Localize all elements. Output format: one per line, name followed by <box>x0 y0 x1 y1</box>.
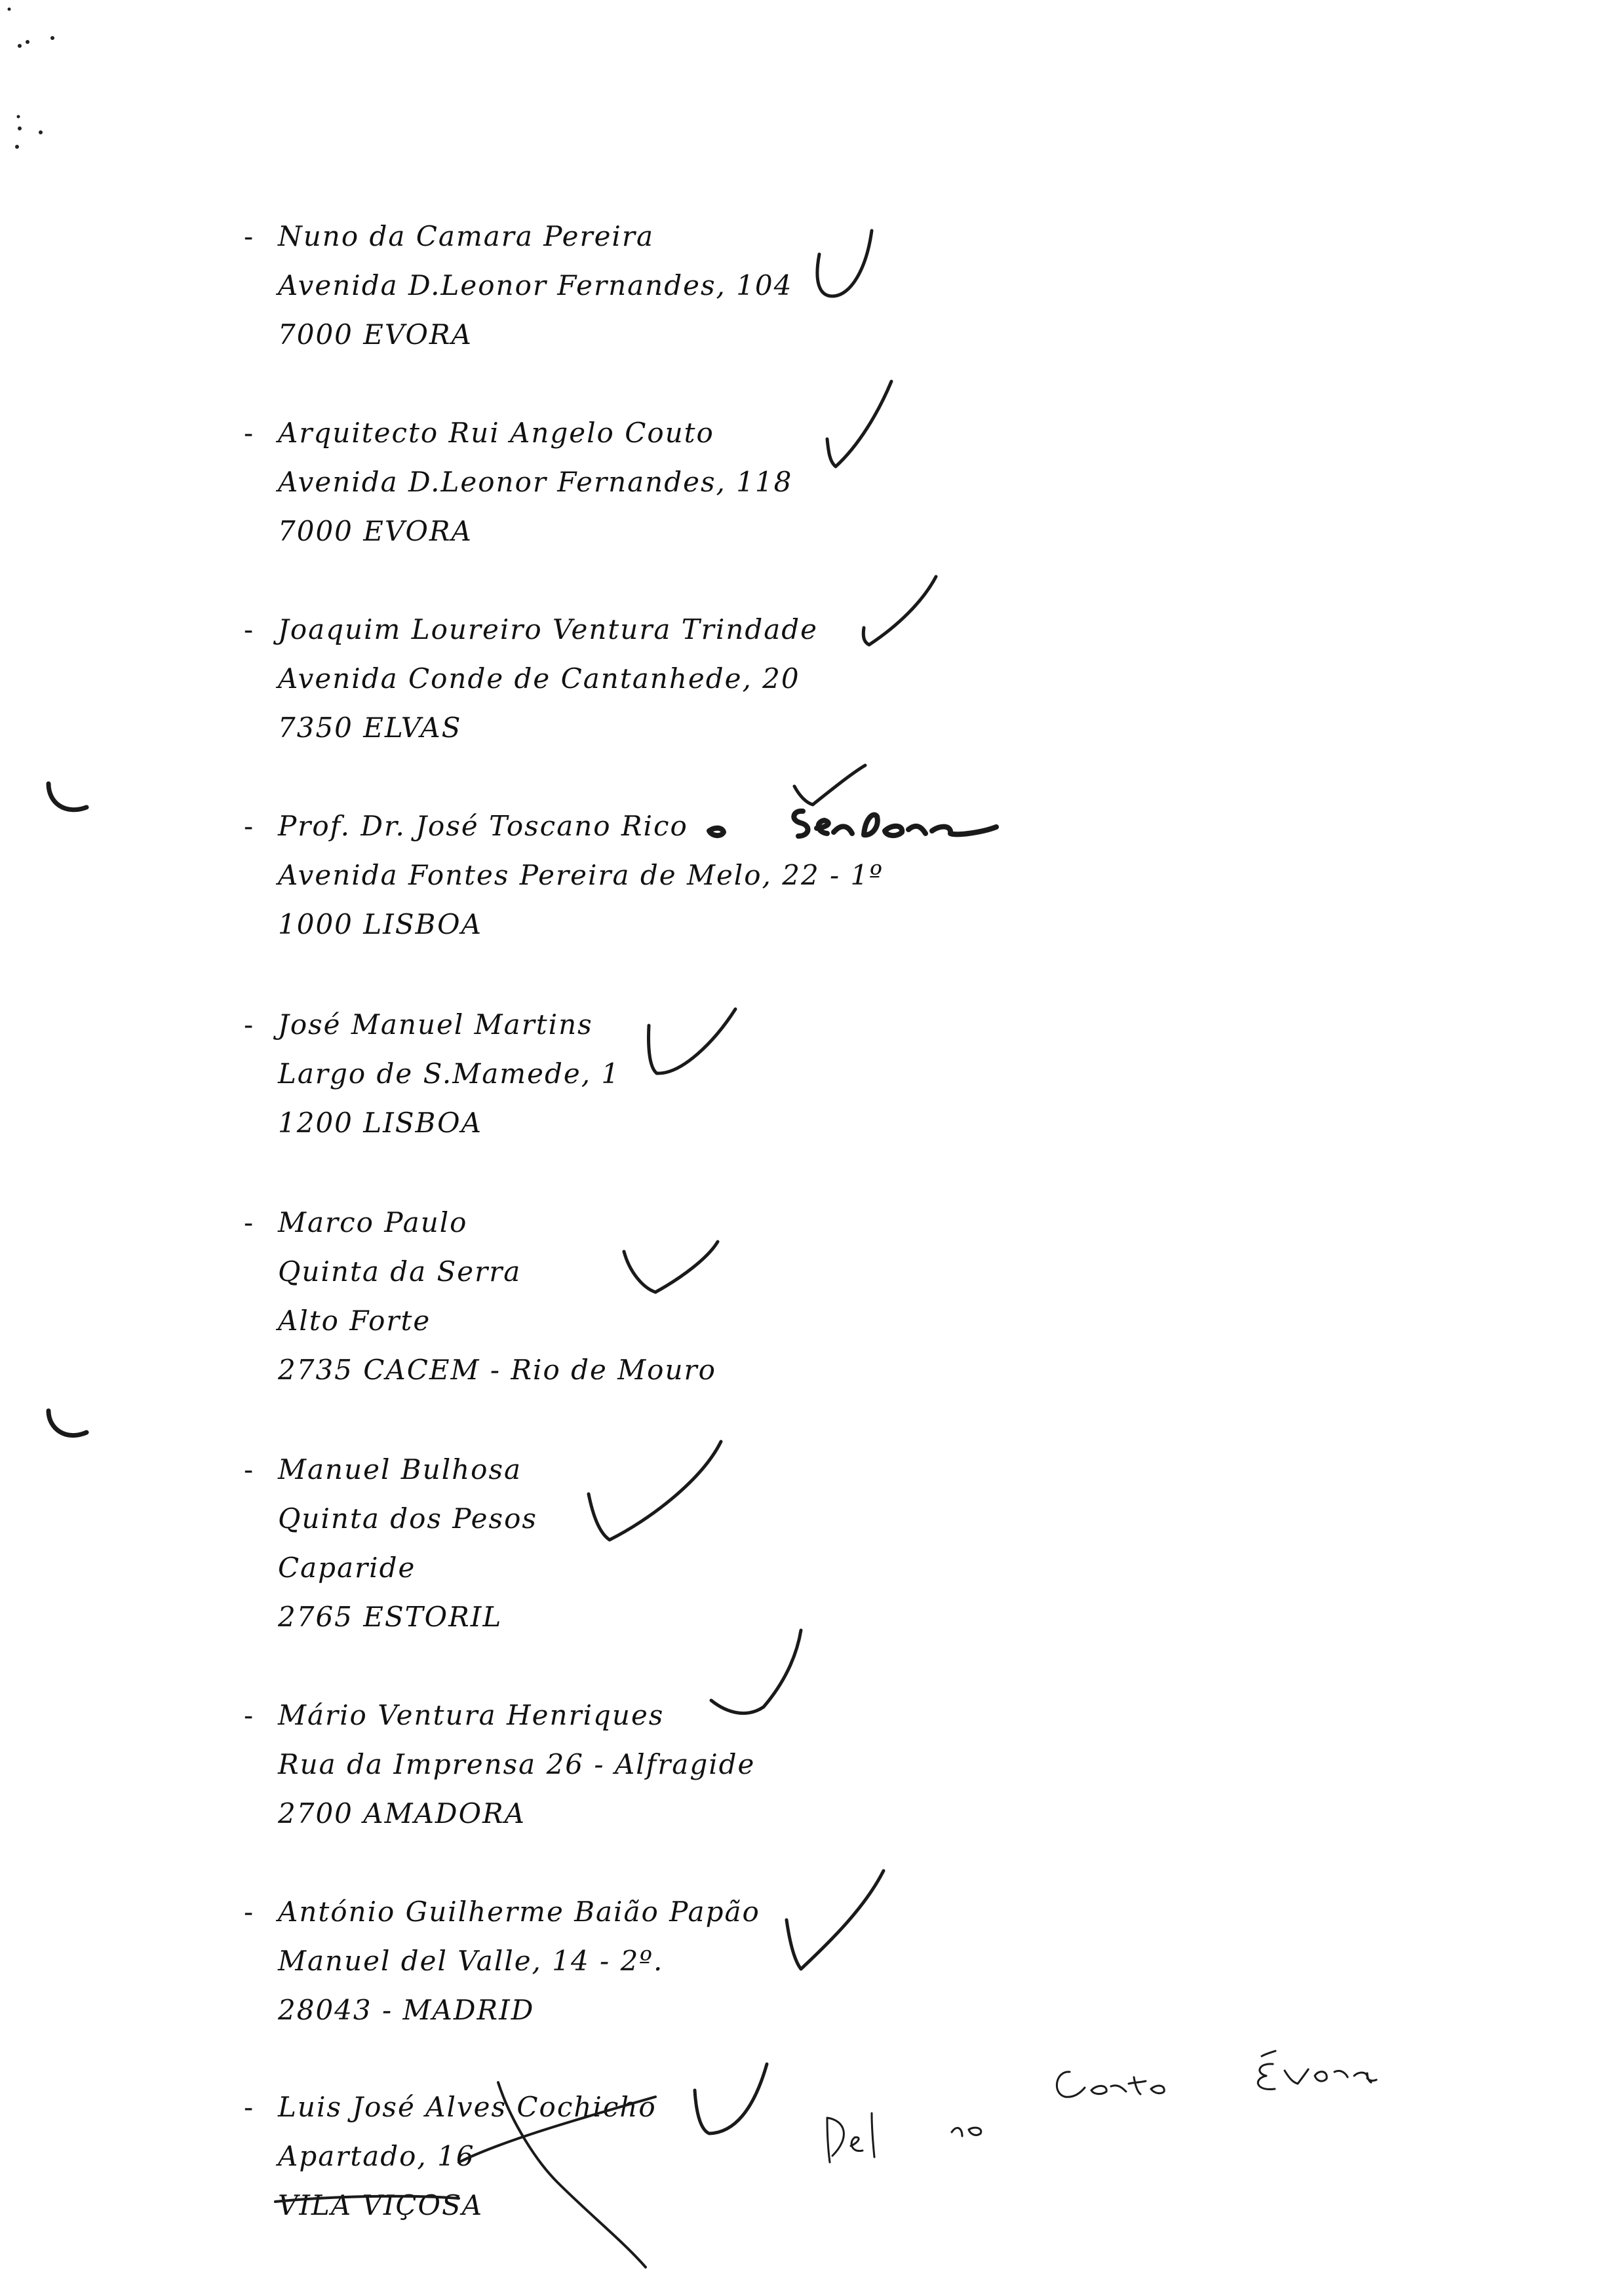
city-line: 1200 LISBOA <box>278 1107 482 1139</box>
address-line: Apartado, 16 <box>278 2140 475 2172</box>
address-line: Avenida D.Leonor Fernandes, 104 <box>278 269 793 301</box>
address-line: Quinta da Serra <box>278 1255 522 1288</box>
address-line: Avenida Conde de Cantanhede, 20 <box>278 662 800 695</box>
address-line: Caparide <box>278 1552 416 1584</box>
recipient-name: Mário Ventura Henriques <box>278 1699 665 1731</box>
recipient-name: Marco Paulo <box>278 1206 468 1238</box>
address-line: Avenida Fontes Pereira de Melo, 22 - 1º <box>278 859 884 891</box>
address-line: Rua da Imprensa 26 - Alfragide <box>278 1748 756 1780</box>
address-entry: - Joaquim Loureiro Ventura Trindade Avenida Conde de Cantanhede, 20 7350 ELVAS <box>244 605 1096 752</box>
check-mark-icon <box>794 765 865 805</box>
address-entry: - Nuno da Camara Pereira Avenida D.Leonor Fernandes, 104 7000 EVORA <box>244 212 1096 359</box>
address-entry: - Manuel Bulhosa Quinta dos Pesos Caparide 2765 ESTORIL <box>244 1445 1096 1641</box>
recipient-name: Manuel Bulhosa <box>278 1453 522 1485</box>
recipient-name: António Guilherme Baião Papão <box>278 1896 760 1928</box>
recipient-name: Nuno da Camara Pereira <box>278 220 654 252</box>
city-line: 2765 ESTORIL <box>278 1601 503 1633</box>
scan-specks <box>0 0 79 170</box>
city-line: 2735 CACEM - Rio de Mouro <box>278 1354 716 1386</box>
city-line: 28043 - MADRID <box>278 1994 535 2026</box>
address-entry: - António Guilherme Baião Papão Manuel del Valle, 14 - 2º. 28043 - MADRID <box>244 1887 1096 2035</box>
address-entry: - Arquitecto Rui Angelo Couto Avenida D.Leonor Fernandes, 118 7000 EVORA <box>244 408 1096 556</box>
address-line: Avenida D.Leonor Fernandes, 118 <box>278 466 793 498</box>
address-entry: - Mário Ventura Henriques Rua da Imprensa 26 - Alfragide 2700 AMADORA <box>244 1691 1096 1838</box>
address-line: Alto Forte <box>278 1305 431 1337</box>
address-entry: - Marco Paulo Quinta da Serra Alto Forte 2735 CACEM - Rio de Mouro <box>244 1198 1096 1394</box>
address-entry: - Luis José Alves Cochicho Apartado, 16 VILA VIÇOSA <box>244 2082 1096 2230</box>
address-line: Largo de S.Mamede, 1 <box>278 1058 621 1090</box>
margin-mark-icon <box>49 1411 87 1436</box>
city-line: 7000 EVORA <box>278 515 473 547</box>
city-line: 7000 EVORA <box>278 318 473 351</box>
recipient-name: Prof. Dr. José Toscano Rico <box>278 810 688 842</box>
city-line: 2700 AMADORA <box>278 1797 526 1829</box>
recipient-name: Luis José Alves Cochicho <box>278 2091 657 2123</box>
address-line: Manuel del Valle, 14 - 2º. <box>278 1945 664 1977</box>
address-line: Quinta dos Pesos <box>278 1502 537 1535</box>
margin-mark-icon <box>49 784 87 810</box>
recipient-name: José Manuel Martins <box>278 1008 593 1041</box>
address-entry: - José Manuel Martins Largo de S.Mamede, 1 1200 LISBOA <box>244 1000 1096 1147</box>
address-entry: - Prof. Dr. José Toscano Rico Avenida Fontes Pereira de Melo, 22 - 1º 1000 LISBOA <box>244 801 1096 949</box>
city-line: VILA VIÇOSA <box>278 2189 484 2221</box>
recipient-name: Joaquim Loureiro Ventura Trindade <box>278 613 819 645</box>
recipient-name: Arquitecto Rui Angelo Couto <box>278 417 714 449</box>
city-line: 7350 ELVAS <box>278 712 462 744</box>
city-line: 1000 LISBOA <box>278 908 482 940</box>
